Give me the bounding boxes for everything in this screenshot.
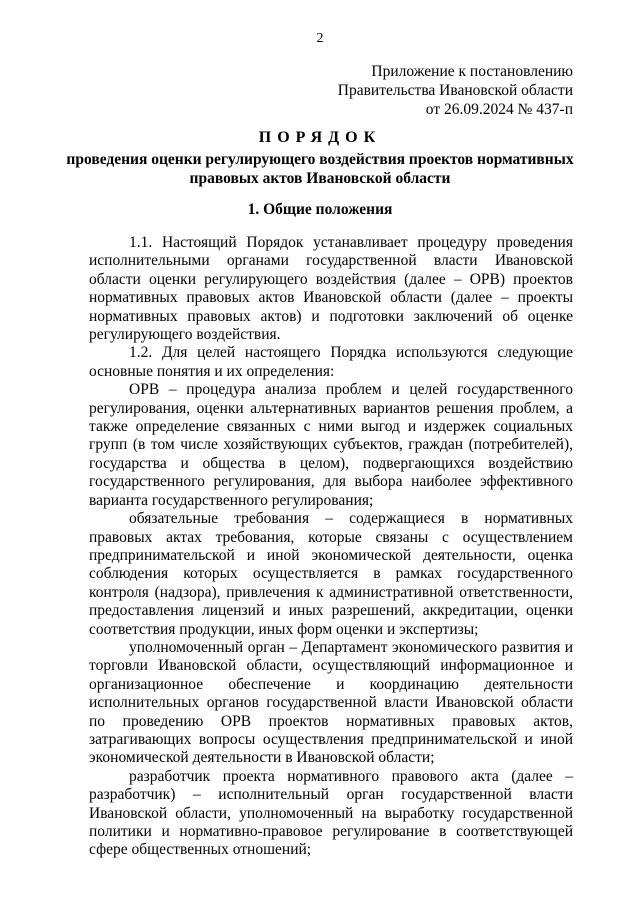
appendix-line-2: Правительства Ивановской области xyxy=(337,82,573,99)
document-title: ПОРЯДОК xyxy=(258,129,382,146)
section-heading: 1. Общие положения xyxy=(247,201,393,218)
appendix-note xyxy=(338,62,573,119)
body-text xyxy=(89,234,573,860)
appendix-line-3: от 26.09.2024 № 437-п xyxy=(425,101,573,118)
paragraph-1-1: 1.1. Настоящий Порядок устанавливает процедуру проведения исполнительными органами государственной власти Ивановской области оценки регулирующего воздействия (далее – ОРВ) проектов нормативных правовых актов Ивановской области (далее – проекты нормативных правовых актов) и подготовки заключений об оценке регулирующего воздействия. xyxy=(89,234,573,344)
document-subtitle: проведения оценки регулирующего воздействия проектов нормативных правовых актов Ивановской области xyxy=(66,151,574,187)
definition-mandatory-requirements: обязательные требования – содержащиеся в нормативных правовых актах требования, которые связаны с осуществлением предпринимательской и иной экономической деятельности, оценка соблюдения которых осуществляется в рамках государственного контроля (надзора), привлечения к административной ответственности, предоставления лицензий и иных разрешений, аккредитации, оценки соответствия продукции, иных форм оценки и экспертизы; xyxy=(89,510,573,638)
definition-authorized-body: уполномоченный орган – Департамент экономического развития и торговли Ивановской области, осуществляющий информационное и организационное обеспечение и координацию деятельности исполнительных органов государственной власти Ивановской области по проведению ОРВ проектов нормативных правовых актов, затрагивающих вопросы осуществления предпринимательской и иной экономической деятельности в Ивановской области; xyxy=(89,638,573,767)
appendix-line-1: Приложение к постановлению xyxy=(371,63,573,80)
paragraph-1-2: 1.2. Для целей настоящего Порядка используются следующие основные понятия и их определения: xyxy=(89,344,573,380)
page-number: 2 xyxy=(316,31,324,46)
definition-developer: разработчик проекта нормативного правового акта (далее – разработчик) – исполнительный орган государственной власти Ивановской области, уполномоченный на выработку государственной политики и нормативно-правовое регулирование в соответствующей сфере общественных отношений; xyxy=(89,767,573,859)
definition-orv: ОРВ – процедура анализа проблем и целей государственного регулирования, оценки альтернативных вариантов решения проблем, а также определение связанных с ними выгод и издержек социальных групп (в том числе хозяйствующих субъектов, граждан (потребителей), государства и общества в целом), подвергающихся воздействию государственного регулирования, для выбора наиболее эффективного варианта государственного регулирования; xyxy=(89,381,573,509)
